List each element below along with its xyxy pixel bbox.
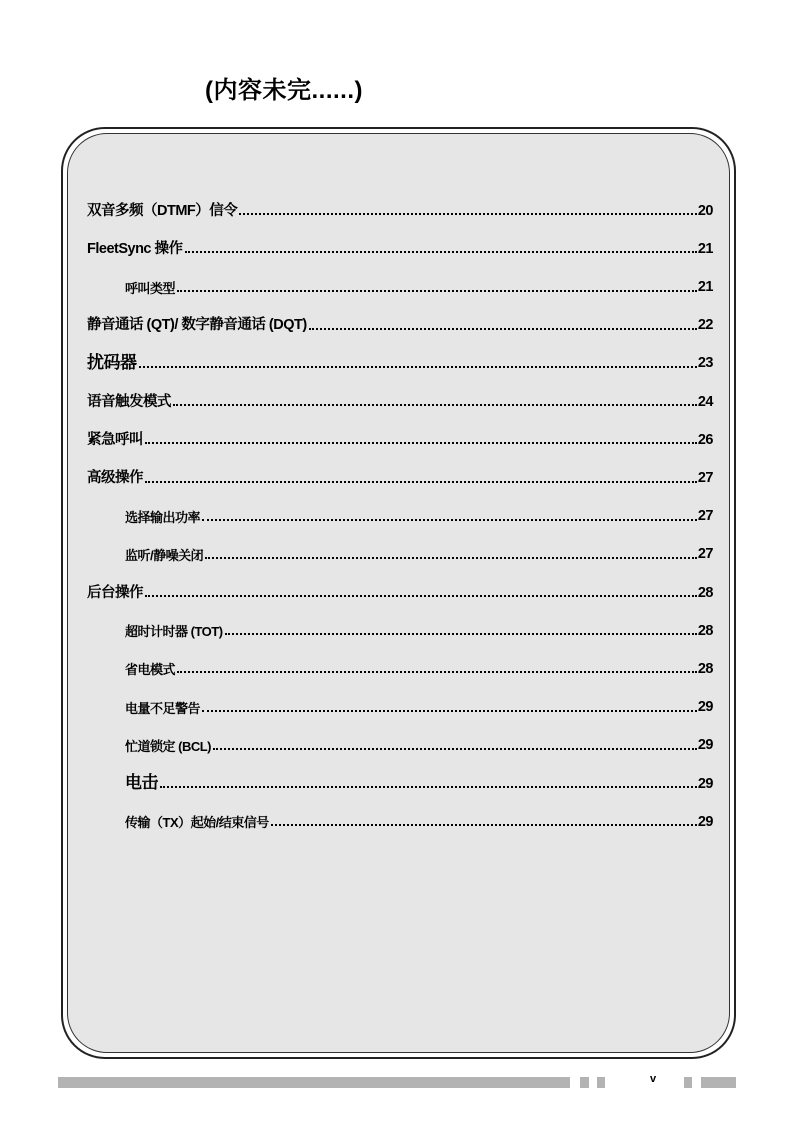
- toc-dot-leader: [145, 481, 697, 483]
- toc-entry-title: 语音触发模式: [87, 393, 171, 410]
- footer-block: [684, 1077, 692, 1088]
- toc-dot-leader: [139, 366, 697, 368]
- toc-entry-fleetsync[interactable]: [87, 222, 713, 260]
- toc-dot-leader: [225, 633, 697, 635]
- toc-entry-page: 28: [697, 584, 713, 601]
- toc-entry-title: 电量不足警告: [125, 700, 201, 716]
- toc-entry-advanced[interactable]: [87, 451, 713, 489]
- toc-entry-title: 监听/静噪关闭: [125, 547, 204, 563]
- toc-entry-bcl[interactable]: [87, 719, 713, 757]
- toc-entry-page: 21: [697, 240, 713, 257]
- toc-entry-page: 27: [697, 470, 713, 486]
- toc-entry-page: 23: [697, 355, 713, 372]
- toc-entry-title: 高级操作: [87, 470, 143, 486]
- toc-entry-title: FleetSync 操作: [87, 240, 183, 257]
- toc-entry-title: 选择输出功率: [125, 509, 201, 525]
- footer-bar: [58, 1077, 570, 1088]
- toc-entry-page: 21: [697, 279, 713, 296]
- toc-entry-low-battery[interactable]: [87, 680, 713, 718]
- toc-dot-leader: [145, 595, 697, 597]
- toc-dot-leader: [177, 671, 697, 673]
- toc-entry-vox[interactable]: [87, 375, 713, 413]
- toc-entry-page: 29: [697, 699, 713, 716]
- toc-entry-page: 20: [697, 202, 713, 219]
- toc-entry-dtmf[interactable]: [87, 184, 713, 222]
- page-header: (内容未完......): [205, 77, 363, 104]
- toc-entry-title: 双音多频（DTMF）信令: [87, 202, 238, 219]
- toc-entry-page: 27: [697, 546, 713, 563]
- toc-dot-leader: [213, 748, 697, 750]
- toc-entry-title: 呼叫类型: [125, 280, 176, 296]
- toc-entry-tot[interactable]: [87, 604, 713, 642]
- toc-entry-monitor[interactable]: [87, 528, 713, 566]
- toc-entry-output-power[interactable]: [87, 490, 713, 528]
- toc-dot-leader: [145, 442, 697, 444]
- toc-dot-leader: [202, 710, 697, 712]
- toc-entry-battery-saver[interactable]: [87, 642, 713, 680]
- toc-entry-call-type[interactable]: [87, 260, 713, 298]
- toc-entry-page: 27: [697, 508, 713, 525]
- footer-page-number: v: [650, 1073, 657, 1085]
- toc-entry-title: 忙道锁定 (BCL): [125, 738, 211, 754]
- toc-entry-title: 紧急呼叫: [87, 431, 143, 448]
- toc-dot-leader: [202, 519, 697, 521]
- footer-block: [701, 1077, 736, 1088]
- toc-entry-title: 电击: [125, 773, 158, 792]
- toc-entry-qt-dqt[interactable]: [87, 299, 713, 337]
- toc-entry-title: 省电模式: [125, 662, 176, 678]
- toc-dot-leader: [177, 290, 697, 292]
- toc-entry-page: 24: [697, 393, 713, 410]
- toc-dot-leader: [309, 328, 697, 330]
- toc-entry-page: 29: [697, 813, 713, 830]
- toc-entry-page: 29: [697, 775, 713, 792]
- toc-entry-emergency[interactable]: [87, 413, 713, 451]
- toc-entry-page: 29: [697, 737, 713, 754]
- toc-entry-title: 扰码器: [87, 352, 137, 372]
- toc-dot-leader: [160, 786, 697, 788]
- toc-entry-background[interactable]: [87, 566, 713, 604]
- toc-entry-title: 传输（TX）起始/结束信号: [125, 815, 269, 831]
- toc-entry-page: 28: [697, 660, 713, 677]
- toc-entry-tx-signal[interactable]: [87, 795, 713, 833]
- toc-entry-page: 22: [697, 317, 713, 334]
- toc-dot-leader: [239, 213, 697, 215]
- toc-entry-page: 28: [697, 622, 713, 639]
- footer-block: [580, 1077, 589, 1088]
- toc-dot-leader: [185, 251, 697, 253]
- toc-entry-title: 后台操作: [87, 584, 143, 601]
- toc-entry-title: 超时计时器 (TOT): [125, 624, 223, 640]
- toc-dot-leader: [271, 824, 697, 826]
- toc-entry-shock[interactable]: [87, 757, 713, 795]
- toc-entry-title: 静音通话 (QT)/ 数字静音通话 (DQT): [87, 317, 307, 334]
- toc-dot-leader: [205, 557, 697, 559]
- footer-block: [597, 1077, 605, 1088]
- toc-list: [87, 184, 713, 833]
- toc-entry-scrambler[interactable]: [87, 337, 713, 375]
- toc-dot-leader: [173, 404, 697, 406]
- toc-entry-page: 26: [697, 431, 713, 448]
